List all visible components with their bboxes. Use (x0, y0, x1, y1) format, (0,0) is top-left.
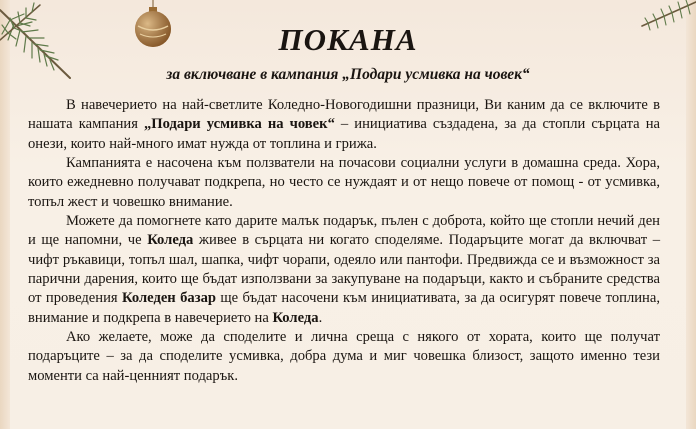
invitation-body (28, 96, 660, 386)
paragraph (28, 212, 660, 328)
text-segment: – инициатива създадена, за да стопли сърцата на онези, които най-много имат нужда от топлина и грижа. (28, 116, 660, 152)
text-segment: Кампанията е насочена към ползватели на почасови социални услуги в домашна среда. Хора, които ежедневно получават подкрепа, но често се нуждаят и от нещо повече от помощ - от усмивка, топъл жест и човешко внимание. (28, 155, 660, 210)
paragraph (28, 96, 660, 154)
highlight-word: Коледа (272, 309, 319, 326)
page-subtitle: за включване в кампания „Подари усмивка на човек“ (166, 66, 530, 83)
right-border (686, 0, 696, 429)
text-segment: живее в сърцата ни когато споделяме. Подаръците могат да включват – чифт ръкавици, топъл шал, шапка, чифт чорапи, одеяло или пантофи. Предвижда се и възможност за парични дарения, които ще бъдат използвани за закупуване на подаръци, както и събраните средства от проведения (28, 232, 660, 307)
page-title: ПОКАНА (278, 22, 418, 57)
paragraph (28, 328, 660, 386)
highlight-word: Коледа (147, 232, 194, 249)
text-segment: Можете да помогнете като дарите малък подарък, пълен с доброта, който ще стопли нечий ден и ще напомни, че (28, 213, 660, 249)
text-segment: ще бъдат насочени към инициативата, за да осигурят повече топлина, внимание и подкрепа в навечерието на (28, 290, 660, 326)
text-segment: Ако желаете, може да споделите и лична среща с някого от хората, които ще получат подаръците – за да споделите усмивка, добра дума и миг човешка близост, защото именно тези моменти са най-ценният подарък. (28, 329, 660, 384)
text-segment: В навечерието на най-светлите Коледно-Новогодишни празници, Ви каним да се включите в нашата кампания (28, 97, 660, 133)
text-segment: . (318, 309, 323, 326)
paragraph (28, 154, 660, 212)
highlight-word: Коледен базар (122, 290, 216, 307)
campaign-name: „Подари усмивка на човек“ (143, 116, 335, 133)
